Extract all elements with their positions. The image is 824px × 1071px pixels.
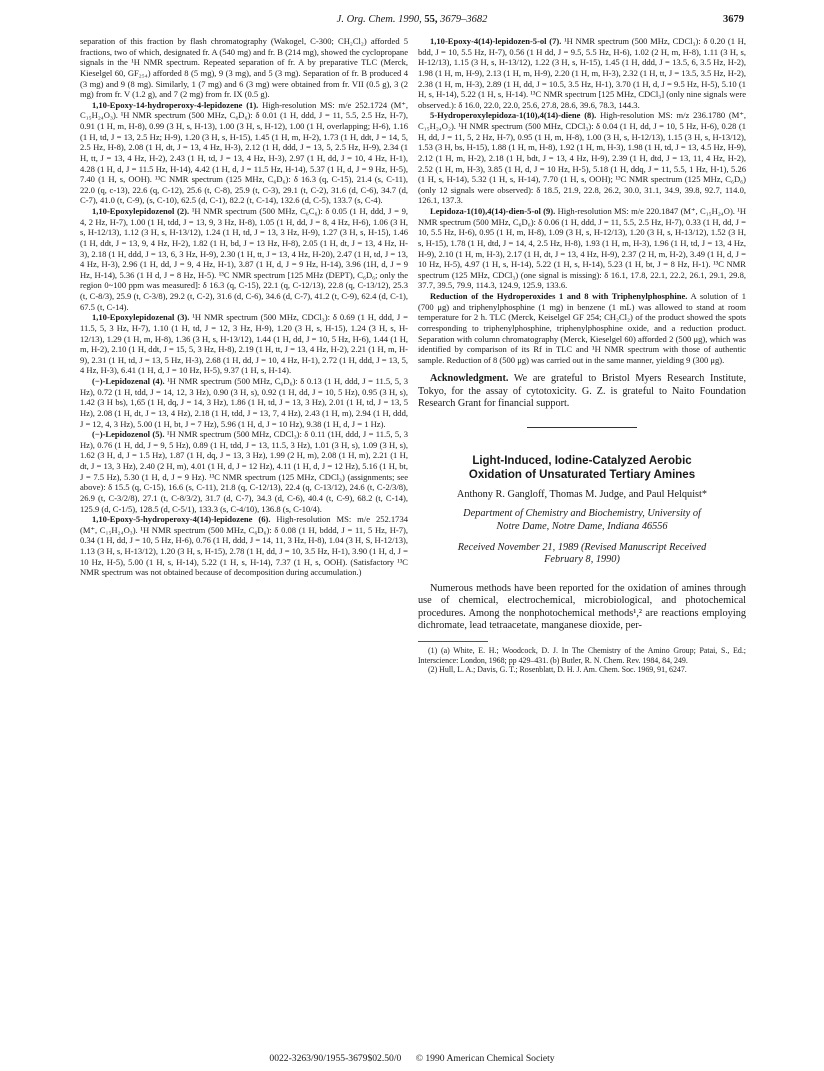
footnote-divider (418, 641, 488, 642)
paragraph: 1,10-Epoxy-5-hydroperoxy-4(14)-lepidozene (6). High-resolution MS: m/e 252.1734 (M⁺, C₁₅H₂₄O₃). ¹H NMR spectrum (500 MHz, C₆D₆): δ 0.08 (1 H, bddd, J = 11, 5 Hz, H-7), 0.34 (1 H, dd, J = 10, 5 Hz, H-6), 0.76 (1 H, ddd, J = 14, 11, 3 Hz, H-8), 1.04 (3 H, S, H-12/13), 1.13 (3 H, s, H-13/12), 1.20 (3 H, s, H-15), 2.78 (1 H, dd, J = 10, 3.5 Hz, H-1), 3.90 (1 H, d, J = 10 Hz, H-5), 5.00 (1 H, s, H-14), 5.22 (1 H, s, H-14), 7.37 (1 H, s, OOH). (Satisfactory ¹³C NMR spectrum was not obtained because of decomposition during accumulation.) (80, 514, 408, 578)
article-intro: Numerous methods have been reported for the oxidation of amines through use of chemical, electrochemical, microbiological, and photochemical procedures. Among the nonphotochemical methods¹,² are reactions employing dichromate, lead tetraacetate, manganese dioxide, per- (418, 582, 746, 632)
journal-name: J. Org. Chem. (336, 14, 396, 25)
compound-heading: 1,10-Epoxy-4(14)-lepidozen-5-ol (7). (430, 36, 562, 46)
acknowledgment-heading: Acknowledgment. (430, 373, 509, 385)
article-title: Light-Induced, Iodine-Catalyzed Aerobic Oxidation of Unsaturated Tertiary Amines (468, 454, 696, 481)
footnotes (418, 646, 746, 675)
paragraph: (−)-Lepidozenol (5). ¹H NMR spectrum (500 MHz, CDCl₃): δ 0.11 (1H, ddd, J = 11.5, 5, 3 Hz), 0.76 (1 H, dd, J = 9, 5 Hz), 0.89 (1 H, tdd, J = 13, 11.5, 3 Hz), 1.01 (3 H, s), 1.09 (3 H, s), 1.62 (3 H, d, J = 1.5 Hz), 1.87 (1 H, dq, J = 13, 3 Hz), 1.99 (2 H, m), 2.08 (1 H, m), 2.21 (1 H, dt, J = 13, 3 Hz), 2.40 (2 H, m), 4.01 (1 H, d, J = 12 Hz), 4.11 (1 H, d, J = 12 Hz), 5.16 (1 H, bt, J = 7.5 Hz), 5.30 (1 H, d, J = 9 Hz). ¹³C NMR spectrum (125 MHz, CDCl₃) (assignments; see above): δ 15.5 (q, C-15), 16.6 (s, C-11), 21.8 (q, C-12/13), 22.4 (q, C-13/12), 24.6 (t, C-2/3/8), 26.9 (t, C-3/2/8), 27.1 (t, C-8/3/2), 31.7 (d, C-7), 34.3 (d, C-6), 40.4 (t, C-9), 68.2 (t, C-14), 125.9 (d, C-1/5), 128.5 (d, C-5/1), 133.3 (s, C-4/10), 136.8 (s, C-10/4). (80, 429, 409, 514)
journal-year: 1990, (398, 14, 422, 25)
article-divider (527, 427, 637, 428)
journal-pages: 3679–3682 (440, 14, 488, 25)
paragraph: Lepidoza-1(10),4(14)-dien-5-ol (9). High-resolution MS: m/e 220.1847 (M⁺, C₁₅H₂₄O). ¹H NMR spectrum (500 MHz, C₆D₆): δ 0.06 (1 H, ddd, J = 11, 5.5, 2.5 Hz, H-7), 0.33 (1 H, dd, J = 10, 5.5 Hz, H-6), 0.95 (1 H, m, H-8), 1.09 (3 H, s, H-12/13), 1.20 (3 H, s, H-13/12), 1.52 (3 H, s, H-15), 1.78 (1 H, dtd, J = 14, 4, 2.5 Hz, H-8), 1.93 (1 H, m, H-3), 1.96 (1 H, td, J = 13, 4 Hz, H-9), 2.10 (1 H, m, H-3), 2.17 (1 H, dt, J = 13, 4 Hz, H-9), 2.37 (2 H, m, H-2), 3.49 (1 H, d, J = 10 Hz, H-5), 4.97 (1 H, s, H-14), 5.22 (1 H, s, H-14), 5.23 (1 H, bt, J = 8 Hz, H-1). ¹³C NMR spectrum (125 MHz, CDCl₃) (one signal is missing): δ 16.1, 17.8, 22.1, 22.2, 26.1, 29.1, 29.8, 37.7, 39.5, 79.9, 114.3, 124.9, 125.9, 133.6. (418, 206, 746, 291)
compound-heading: 5-Hydroperoxylepidoza-1(10),4(14)-diene (8). (430, 110, 597, 121)
compound-heading: (−)-Lepidozenal (4). (92, 376, 165, 386)
article-affiliation: Department of Chemistry and Biochemistry, University of Notre Dame, Notre Dame, Indiana 46556 (463, 508, 701, 532)
page-footer (80, 1053, 744, 1064)
paragraph: separation of this fraction by flash chromatography (Wakogel, C-300; CH₂Cl₂) afforded 5 fractions, two of which, designated fr. A (540 mg) and fr. B (214 mg), showed the cyclopropane signals in the ¹H NMR spectrum. Repeated separation of fr. A by preparative TLC (Merck, Kieselgel 60, GF₂₅₄) afforded 8 (5 mg), 9 (3 mg), and 5 (3 mg). Separation of fr. B produced 4 (3 mg) and 9 (8 mg). Similarly, 1 (7 mg) and 6 (3 mg) were obtained from fr. VII (0.5 g), 3 (2 mg) from fr. V (1.2 g), and 7 (2 mg) from fr. IX (0.5 g). (80, 36, 408, 100)
paragraph: Reduction of the Hydroperoxides 1 and 8 with Triphenylphosphine. A solution of 1 (700 μg) and triphenylphosphine (1 mg) in benzene (1 mL) was allowed to stand at room temperature for 2 h. TLC (Merck, Keiselgel GF 254; CH₂Cl₂) of the product showed the spots corresponding to triphenylphosphine, triphenylphosphine oxide, and a reduction product. Separation with column chromatography (Merck, Kieselgel 60) afforded 2 (500 μg), which was identified by comparison of its Rf in TLC and ¹H NMR spectrum with those of authentic sample. Reduction of 8 (500 μg) was carried out in the same manner, yielding 9 (300 μg). (418, 291, 746, 365)
paragraph: 5-Hydroperoxylepidoza-1(10),4(14)-diene (8). High-resolution MS: m/z 236.1780 (M⁺, C₁₅H₂₄O₂). ¹H NMR spectrum (500 MHz, CDCl₃): δ 0.04 (1 H, dd, J = 10, 5 Hz, H-6), 0.28 (1 H, dd, J = 11, 5, 2 Hz, H-7), 0.95 (1 H, m, H-8), 1.00 (3 H, s, H-12/13), 1.15 (3 H, s, H-13/12), 1.53 (3 H, bs, H-15), 1.88 (1 H, m, H-8), 1.92 (1 H, m, H-3), 1.98 (1 H, td, J = 13, 4.5 Hz, H-9), 2.12 (1 H, m, H-2), 2.18 (1 H, bdt, J = 13, 4 Hz, H-9), 2.39 (1 H, dtd, J = 13, 11, 4 Hz, H-2), 2.52 (1 H, m, H-3), 3.85 (1 H, d, J = 10 Hz, H-5), 5.18 (1 H, ddq, J = 11, 5.5, 1 Hz, H-1), 5.26 (1 H, s, H-14), 5.32 (1 H, s, H-14), 7.70 (1 H, s, OOH); ¹³C NMR spectrum (125 MHz, C₆D₆) (only 12 signals were observed): δ 18.5, 21.9, 22.8, 26.2, 30.0, 31.1, 34.9, 39.8, 92.7, 114.0, 126.1, 137.3. (418, 110, 746, 206)
paragraph: (−)-Lepidozenal (4). ¹H NMR spectrum (500 MHz, C₆D₆): δ 0.13 (1 H, ddd, J = 11.5, 5, 3 Hz), 0.72 (1 H, tdd, J = 14, 12, 3 Hz), 0.90 (3 H, s), 0.92 (1 H, dd, J = 10, 5 Hz), 0.95 (3 H, s), 1.42 (3 H bs), 1,65 (1 H, dq, J = 14, 3 Hz), 1.86 (1 H, td, J = 13, 3 Hz), 2.01 (1 H, td, J = 13, 5 Hz), 2.08 (1 H, dt, J = 13, 4 Hz), 2.18 (1 H, tdd, J = 13, 7, 4 Hz), 2.43 (1 H, m), 2.94 (1 H, ddd, J = 12, 4, 3 Hz), 5.00 (1 H, bt, J = 7 Hz), 5.96 (1 H, d, J = 10 Hz), 9.38 (1 H, d, J = 1 Hz). (80, 376, 409, 429)
footnote: (1) (a) White, E. H.; Woodcock, D. J. In The Chemistry of the Amino Group; Patai, S., Ed.; Interscience: London, 1968; pp 429–431. (b) Butler, R. N. Chem. Rev. 1984, 84, 249. (418, 645, 746, 665)
compound-heading: 1,10-Epoxy-5-hydroperoxy-4(14)-lepidozene (6). (92, 514, 271, 525)
section-heading: Reduction of the Hydroperoxides 1 and 8 with Triphenylphosphine. (430, 291, 688, 301)
paragraph: 1,10-Epoxy-4(14)-lepidozen-5-ol (7). ¹H NMR spectrum (500 MHz, CDCl₃): δ 0.20 (1 H, bdd, J = 10, 5.5 Hz, H-7), 0.56 (1 H dd, J = 9.5, 5.5 Hz, H-6), 1.02 (2 H, m, H-8), 1.11 (3 H, s, H-12/13), 1.15 (3 H, s, H-13/12), 1.22 (3 H, s, H-15), 1.45 (1 H, ddd, J = 13.5, 6, 3.5 Hz, H-2), 1.98 (1 H, m, H-9), 2.13 (1 H, m, H-9), 2.20 (1 H, m, H-3), 2.32 (1 H, tt, J = 13.5, 3.5 Hz, H-2), 2.38 (1 H, m, H-3), 2.89 (1 H, dd, J = 10.5, 3.5 Hz, H-1), 3.70 (1 H, d, J = 9.5 Hz, H-5), 5.10 (1 H, s, H-14), 5.22 (1 H, s, H-14). ¹³C NMR spectrum [125 MHz, CDCl₃] (only nine signals were observed.): δ 16.0, 22.0, 22.0, 25.6, 27.8, 28.6, 39.6, 78.3, 144.3. (418, 36, 746, 110)
page-number: 3679 (723, 14, 744, 25)
journal-volume: 55, (424, 14, 438, 25)
running-header (80, 14, 744, 30)
paragraph: 1,10-Epoxy-14-hydroperoxy-4-lepidozene (1). High-resolution MS: m/e 252.1724 (M⁺, C₁₅H₂₄O₃). ¹H NMR spectrum (500 MHz, C₆D₆): δ 0.01 (1 H, ddd, J = 11, 5.5, 2.5 Hz, H-7), 0.91 (1 H, m, H-8), 0.99 (3 H, s, H-13), 1.00 (3 H, s, H-12), 1.00 (1 H, overlapping; H-6), 1.16 (1 H, td, J = 13, 2.5 Hz; H-9), 1.20 (3 H, s, H-15), 1.45 (1 H, m, H-2), 1.73 (1 H, ddt, J = 14, 5, 2.5 Hz, H-8), 2.08 (1 H, dt, J = 13, 4 Hz, H-3), 2.12 (1 H, ddd, J = 13, 5, 2.5 Hz, H-9), 2.34 (1 H, tt, J = 13, 4 Hz, H-2), 2.43 (1 H, td, J = 13, 4 Hz, H-3), 2.97 (1 H, dd, J = 10, 4 Hz, H-1), 4.28 (1 H, d, J = 11.5 Hz, H-14), 4.42 (1 H, d, J = 11.5 Hz, H-14), 5.37 (1 H, d, J = 9 Hz, H-5), 7.40 (1 H, s, OOH). ¹³C NMR spectrum (125 MHz, C₆D₆): δ 16.3 (q, C-15), 21.4 (s, C-11), 22.0 (q, c-13), 22.6 (q, C-12), 25.6 (t, C-8), 25.9 (t, C-3), 29.1 (t, C-2), 31.6 (d, C-6), 34.7 (d, C-7), 41.0 (t, C-9), (s, C-10), 62.5 (d, C-1), 82.2 (t, C-14), 132.6 (d, C-5), 133.7 (s, C-4). (80, 99, 409, 206)
right-column (418, 36, 746, 675)
compound-heading: Lepidoza-1(10),4(14)-dien-5-ol (9). (430, 206, 556, 216)
left-column (80, 36, 408, 578)
journal-citation (80, 14, 744, 25)
footnote: (2) Hull, L. A.; Davis, G. T.; Rosenblatt, D. H. J. Am. Chem. Soc. 1969, 91, 6247. (428, 665, 687, 675)
compound-heading: (−)-Lepidozenol (5). (92, 429, 165, 440)
received-date: Received November 21, 1989 (Revised Manuscript Received February 8, 1990) (457, 542, 707, 566)
copyright: © 1990 American Chemical Society (415, 1053, 555, 1064)
paragraph: 1,10-Epoxylepidozenol (2). ¹H NMR spectrum (500 MHz, C₆C₆): δ 0.05 (1 H, ddd, J = 9, 4, 2 Hz, H-7), 1.00 (1 H, tdd, J = 13, 9, 3 Hz, H-8), 1.05 (1 H, dd, J = 8, 4 Hz, H-6), 1.06 (3 H, s, H-12/13), 1.12 (3 H, s, H-13/12), 1.24 (1 H, td, J = 13, 3 Hz, H-9), 1.27 (3 H, s, H-15), 1.46 (1 H, ddt, J = 13, 9, 4 Hz, H-2), 1.82 (1 H, bd, J = 13 Hz, H-8), 2.05 (1 H, dt, J = 13, 4 Hz, H-3), 2.18 (1 H, ddd, J = 13, 6, 3 Hz, H-9), 2.30 (1 H, tt, J = 13, 4 Hz, H-20), 2.47 (1 H, td, J = 13, 4 Hz, H-3), 2.96 (1 H, dd, J = 9, 4 Hz, H-1), 3.87 (1 H, d, J = 9 Hz, H-14), 3.96 (1H, d, J = 9 Hz, H-14), 5.36 (1 H d, J = 8 Hz, H-5). ¹³C NMR spectrum [125 MHz (DEPT), C₆D₆; only the region 0~100 ppm was measured]: δ 16.3 (q, C-15), 22.1 (q, C-12/13), 22.8 (q, C-13/12), 25.3 (t, C-8/3), 25.9 (t, C-3/8), 29.2 (t, C-2), 31.6 (d, C-6), 34.6 (d, C-7), 41.2 (t, C-9), 62.4 (d, C-1), 67.5 (t, C-14). (80, 206, 408, 312)
paragraph: 1,10-Epoxylepidozenal (3). ¹H NMR spectrum (500 MHz, CDCl₃): δ 0.69 (1 H, ddd, J = 11.5, 5, 3 Hz, H-7), 1.10 (1 H, td, J = 12, 3 Hz, H-9), 1.20 (3 H, s, H-15), 1.24 (3 H, s, H-12/13), 1.29 (1 H, m, H-8), 1.36 (3 H, s, H-13/12), 1.44 (1 H, dd, J = 10, 5 Hz, H-6), 1.44 (1 H, m, H-2), 2.10 (1 H, ddt, J = 15, 5, 3 Hz, H-8), 2.19 (1 H, tt, J = 13, 4 Hz, H-2), 2.21 (1 H, m, H-9), 2.31 (1 H, td, J = 13, 5 Hz, H-3), 2.68 (1 H, dd, J = 10, 4 Hz, H-1), 2.72 (1 H, ddd, J = 13, 5, 4 Hz, H-3), 6.41 (1 H, d, J = 10 Hz, H-5), 9.37 (1 H, s, H-14). (80, 312, 408, 376)
acknowledgment: Acknowledgment. We are grateful to Bristol Myers Research Institute, Tokyo, for the assay of cytotoxicity. G. Z. is grateful to Naito Foundation Research Grant for financial support. (418, 373, 746, 410)
article-code: 0022-3263/90/1955-3679$02.50/0 (269, 1053, 402, 1064)
compound-heading: 1,10-Epoxy-14-hydroperoxy-4-lepidozene (1). (92, 99, 259, 110)
article-authors: Anthony R. Gangloff, Thomas M. Judge, and Paul Helquist* (456, 488, 708, 500)
compound-heading: 1,10-Epoxylepidozenal (3). (92, 312, 190, 323)
compound-heading: 1,10-Epoxylepidozenol (2). (92, 206, 190, 216)
